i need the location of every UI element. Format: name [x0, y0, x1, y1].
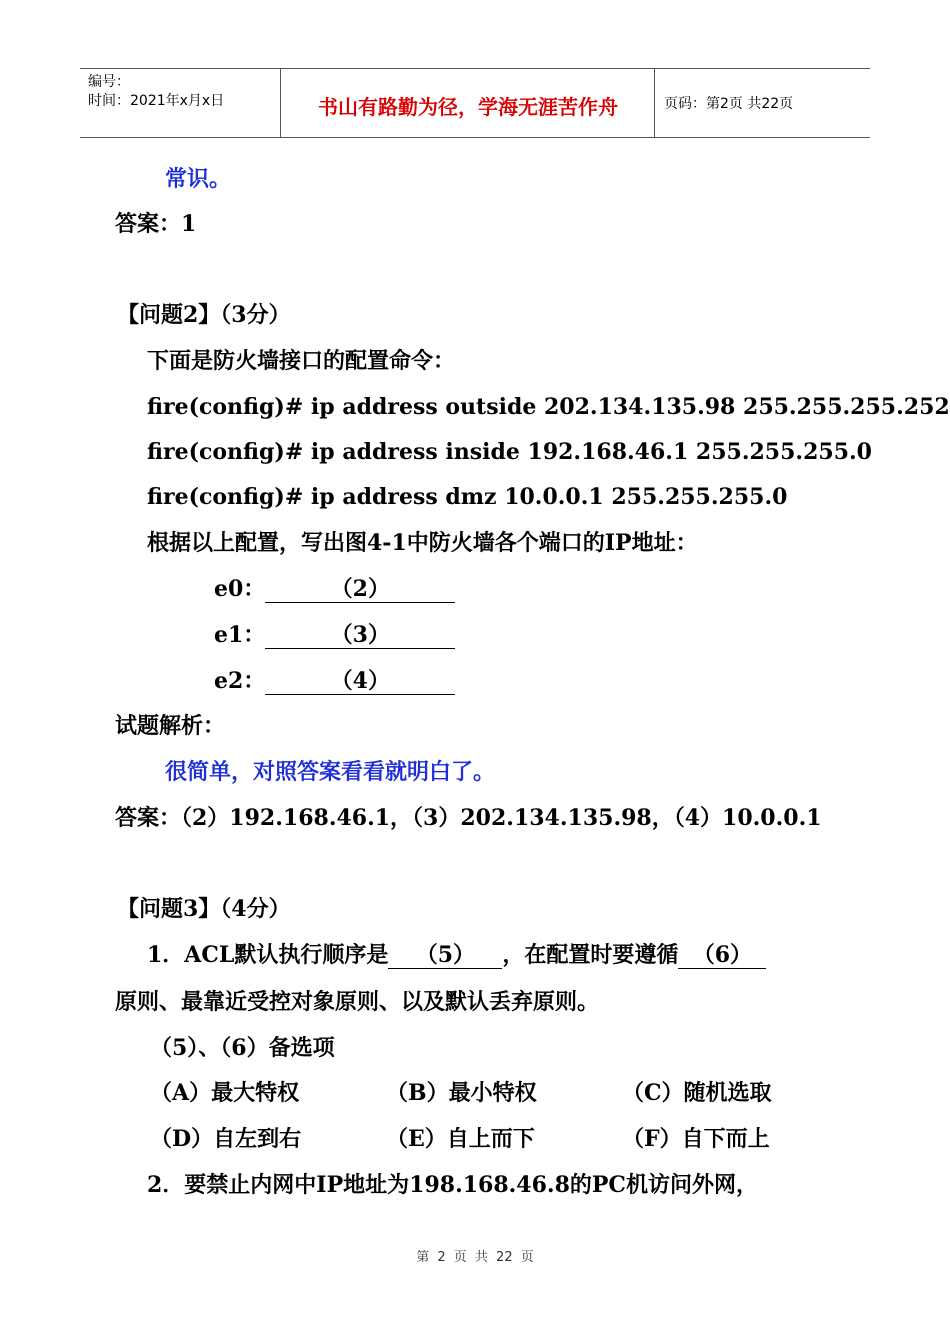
option-e: （E）自上而下 [386, 1126, 535, 1152]
question-2-title: 【问题2】（3分） [117, 302, 291, 328]
q3-blank-6: （6） [678, 942, 766, 969]
e1-blank: （3） [265, 622, 455, 649]
question-2-ask: 根据以上配置，写出图4-1中防火墙各个端口的IP地址： [147, 530, 698, 556]
header-divider [654, 69, 655, 137]
q3-text-b: ，在配置时要遵循 [502, 942, 679, 968]
option-c: （C）随机选取 [622, 1080, 772, 1106]
option-f: （F）自下而上 [622, 1126, 770, 1152]
header-number-label: 编号： [88, 74, 130, 90]
question-2-intro: 下面是防火墙接口的配置命令： [147, 348, 456, 374]
config-command: fire(config)# ip address dmz 10.0.0.1 255.255.255.0 [147, 484, 788, 510]
e0-row [214, 574, 455, 604]
e1-label: e1： [214, 622, 266, 648]
question-3-line-3: 2．要禁止内网中IP地址为198.168.46.8的PC机访问外网， [147, 1172, 758, 1198]
page-footer: 第 2 页 共 22 页 [416, 1250, 534, 1265]
document-header [80, 68, 870, 138]
answer-2: 答案：（2）192.168.46.1，（3）202.134.135.98，（4）10.0.0.1 [115, 805, 822, 831]
question-3-line-2: 原则、最靠近受控对象原则、以及默认丢弃原则。 [115, 989, 600, 1015]
question-3-title: 【问题3】（4分） [117, 896, 291, 922]
option-b: （B）最小特权 [386, 1080, 537, 1106]
header-page-info: 页码：第2页 共22页 [664, 96, 794, 112]
header-time: 时间：2021年x月x日 [88, 93, 225, 109]
e2-blank: （4） [265, 668, 455, 695]
header-divider [280, 69, 281, 137]
text-line: 常识。 [165, 166, 232, 192]
analysis-title: 试题解析： [115, 713, 226, 739]
option-a: （A）最大特权 [150, 1080, 300, 1106]
q3-text-a: 1．ACL默认执行顺序是 [147, 942, 389, 968]
header-left [88, 73, 224, 111]
config-command: fire(config)# ip address inside 192.168.46.1 255.255.255.0 [147, 439, 872, 465]
config-command: fire(config)# ip address outside 202.134.135.98 255.255.255.252 [147, 394, 950, 420]
options-title: （5）、（6）备选项 [150, 1035, 335, 1061]
e2-row [214, 666, 455, 696]
answer-line: 答案：1 [115, 211, 197, 237]
e0-label: e0： [214, 576, 266, 602]
option-d: （D）自左到右 [150, 1126, 302, 1152]
header-motto: 书山有路勤为径，学海无涯苦作舟 [318, 95, 618, 119]
e0-blank: （2） [265, 576, 455, 603]
question-3-line-1 [147, 940, 766, 970]
analysis-text: 很简单，对照答案看看就明白了。 [165, 759, 496, 785]
q3-blank-5: （5） [388, 942, 502, 969]
e2-label: e2： [214, 668, 266, 694]
e1-row [214, 620, 455, 650]
